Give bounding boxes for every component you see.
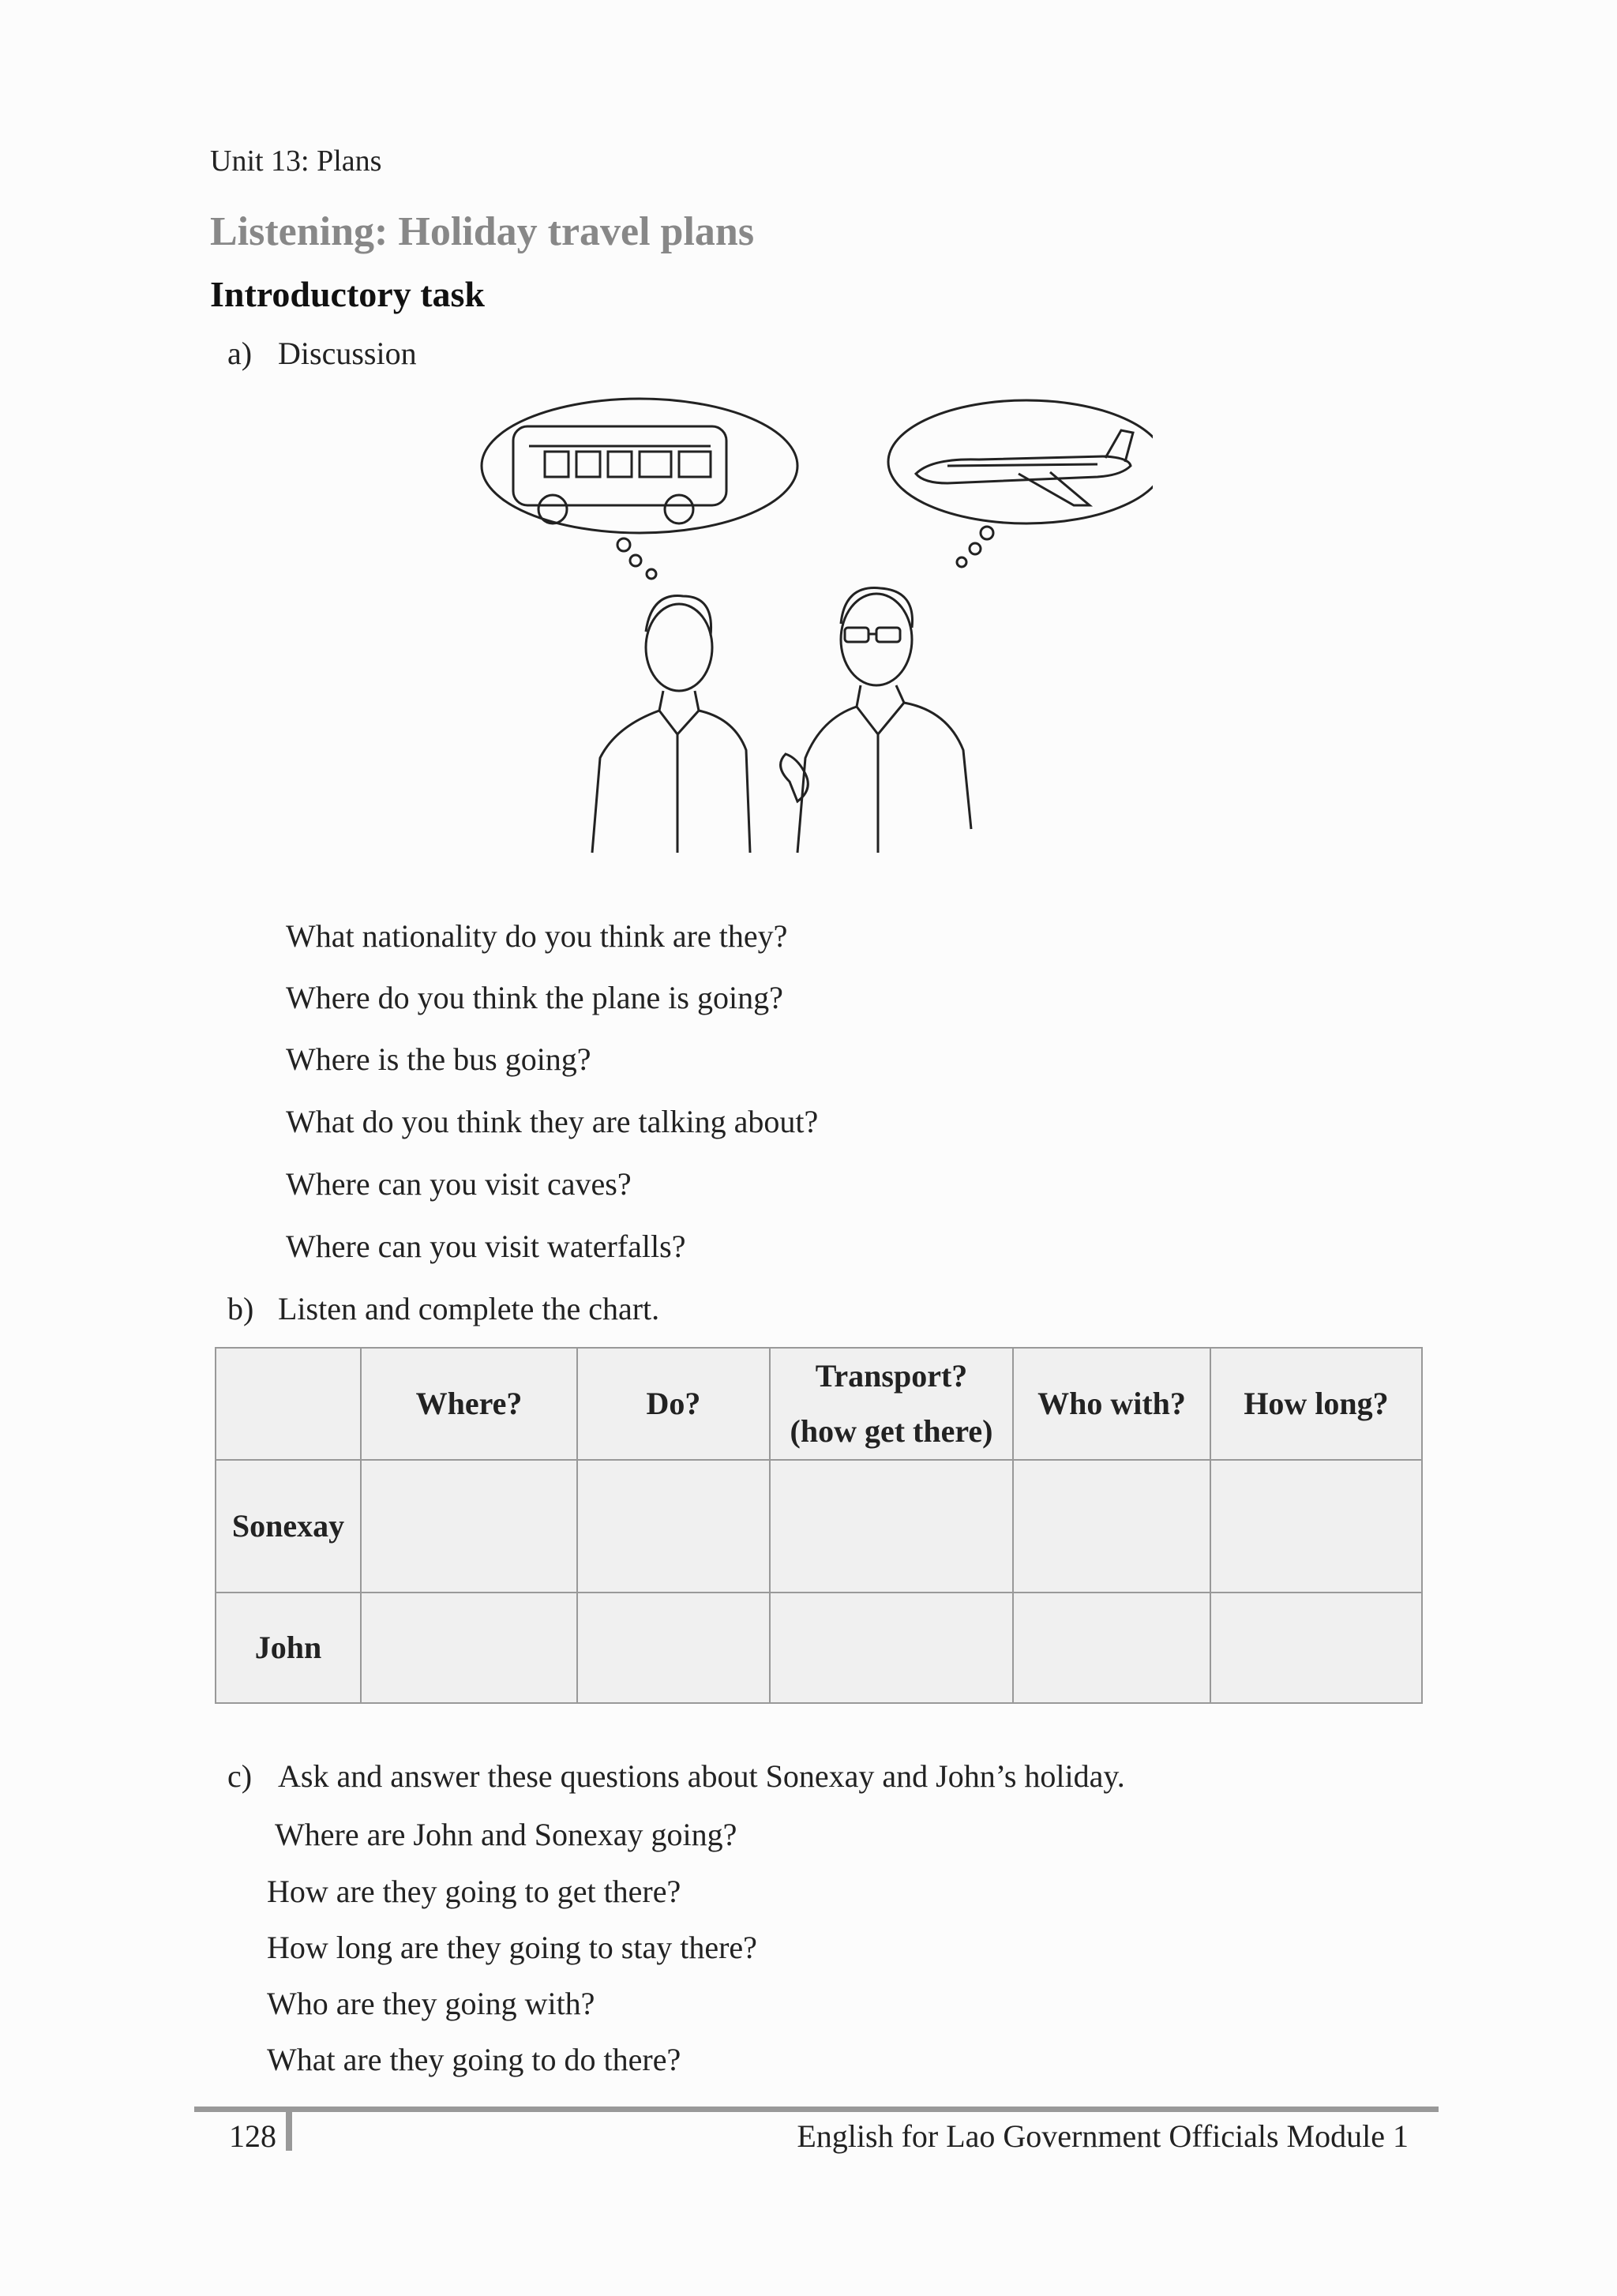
question-a-5: Where can you visit caves? bbox=[286, 1166, 632, 1202]
table-header-empty bbox=[216, 1348, 361, 1460]
part-b-marker: b) bbox=[227, 1291, 254, 1326]
part-c-label: Ask and answer these questions about Sonexay and John’s holiday. bbox=[278, 1758, 1125, 1794]
part-b-label: Listen and complete the chart. bbox=[278, 1291, 660, 1326]
table-header-transport bbox=[770, 1348, 1013, 1460]
question-a-1: What nationality do you think are they? bbox=[286, 918, 788, 954]
table-row bbox=[216, 1593, 1422, 1703]
footer-rule bbox=[194, 2107, 1439, 2112]
table-header-how-long: How long? bbox=[1210, 1348, 1422, 1460]
table-header-do: Do? bbox=[577, 1348, 770, 1460]
question-a-3: Where is the bus going? bbox=[286, 1041, 591, 1077]
book-title: English for Lao Government Officials Module 1 bbox=[797, 2118, 1409, 2154]
cell-john-who-with[interactable] bbox=[1013, 1593, 1210, 1703]
question-c-1: Where are John and Sonexay going? bbox=[275, 1817, 737, 1852]
table-row bbox=[216, 1460, 1422, 1593]
cell-john-do[interactable] bbox=[577, 1593, 770, 1703]
row-label-sonexay: Sonexay bbox=[216, 1460, 361, 1593]
page-title: Listening: Holiday travel plans bbox=[210, 209, 755, 254]
question-c-3: How long are they going to stay there? bbox=[267, 1930, 757, 1965]
question-a-6: Where can you visit waterfalls? bbox=[286, 1229, 686, 1264]
question-c-5: What are they going to do there? bbox=[267, 2042, 681, 2077]
discussion-illustration bbox=[474, 387, 1153, 861]
unit-header: Unit 13: Plans bbox=[210, 144, 382, 178]
cell-sonexay-do[interactable] bbox=[577, 1460, 770, 1593]
bus-icon bbox=[482, 399, 797, 579]
airplane-icon bbox=[888, 400, 1153, 567]
question-c-2: How are they going to get there? bbox=[267, 1874, 681, 1909]
row-label-john: John bbox=[216, 1593, 361, 1703]
table-header-where: Where? bbox=[361, 1348, 577, 1460]
cell-sonexay-who-with[interactable] bbox=[1013, 1460, 1210, 1593]
part-c-marker: c) bbox=[227, 1758, 253, 1794]
part-a-label: Discussion bbox=[278, 336, 417, 371]
question-c-4: Who are they going with? bbox=[267, 1986, 595, 2021]
cell-sonexay-transport[interactable] bbox=[770, 1460, 1013, 1593]
listening-chart bbox=[215, 1347, 1423, 1704]
section-subtitle: Introductory task bbox=[210, 274, 486, 314]
question-a-2: Where do you think the plane is going? bbox=[286, 980, 783, 1015]
part-a-marker: a) bbox=[227, 336, 253, 371]
page-number: 128 bbox=[229, 2118, 276, 2154]
table-header-transport-line1: Transport? bbox=[815, 1358, 968, 1394]
cell-sonexay-how-long[interactable] bbox=[1210, 1460, 1422, 1593]
cell-john-where[interactable] bbox=[361, 1593, 577, 1703]
table-header-transport-line2: (how get there) bbox=[790, 1413, 993, 1449]
footer-divider bbox=[286, 2110, 292, 2151]
cell-sonexay-where[interactable] bbox=[361, 1460, 577, 1593]
table-header-who-with: Who with? bbox=[1013, 1348, 1210, 1460]
question-a-4: What do you think they are talking about? bbox=[286, 1104, 819, 1139]
man-with-glasses-icon bbox=[781, 588, 971, 853]
man-icon bbox=[592, 596, 750, 853]
cell-john-how-long[interactable] bbox=[1210, 1593, 1422, 1703]
table-header-row bbox=[216, 1348, 1422, 1460]
cell-john-transport[interactable] bbox=[770, 1593, 1013, 1703]
